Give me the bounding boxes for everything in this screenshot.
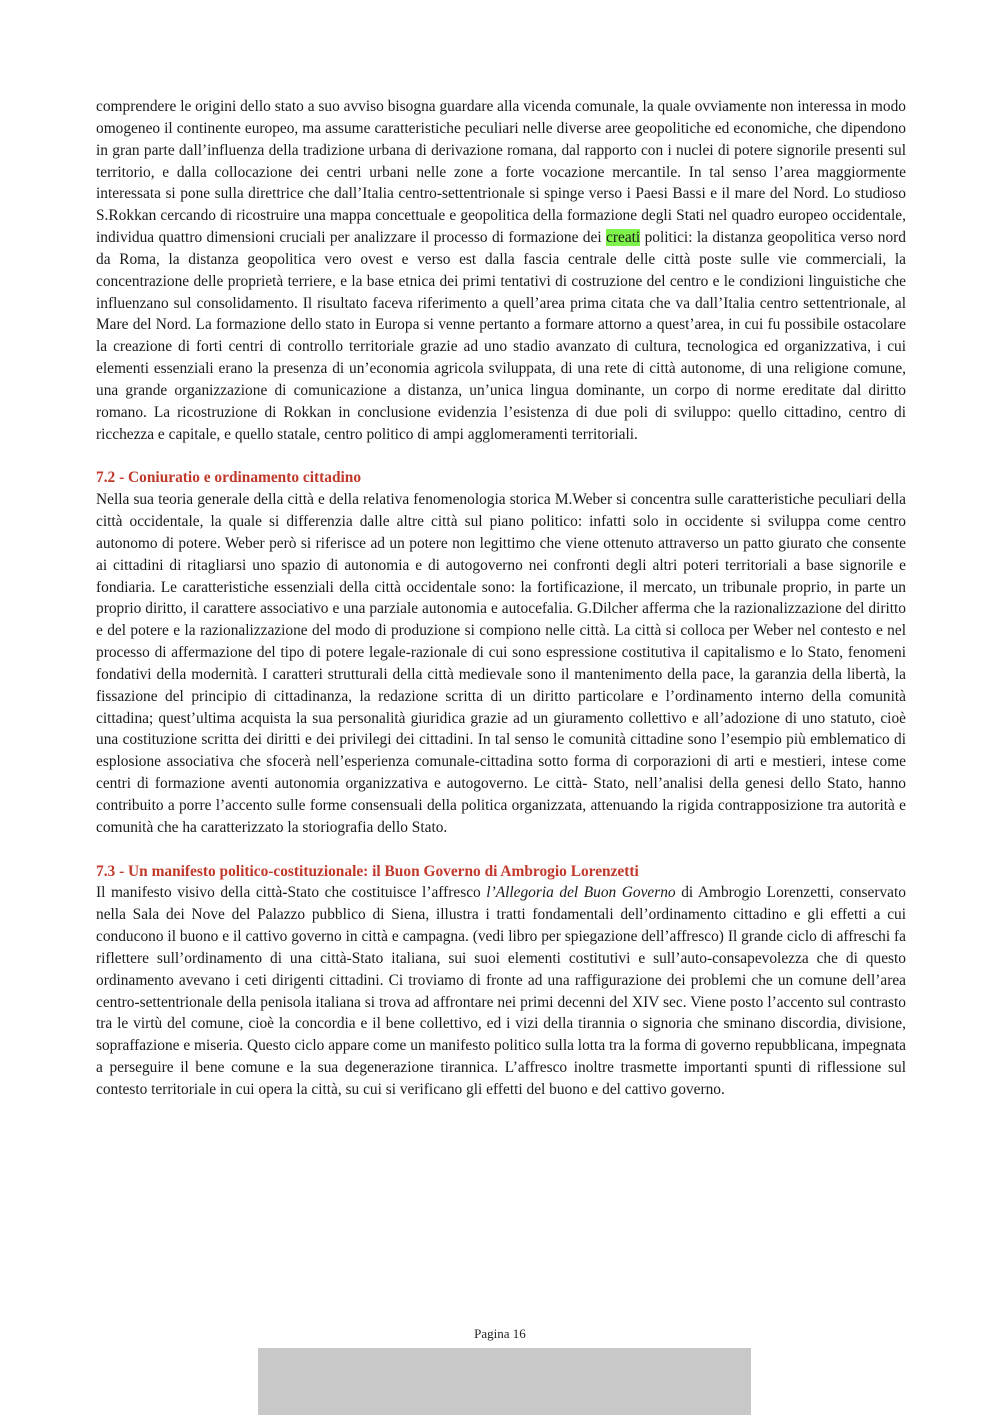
intro-text-before-highlight: comprendere le origini dello stato a suo avviso bisogna guardare alla vicenda comunale, la quale ovviamente non interessa in modo omogeneo il continente europeo, ma assume caratteristiche peculiari nelle diverse aree geopolitiche ed economiche, che dipendono in gran parte dall’influenza della tradizione urbana di derivazione romana, dal rapporto con i nuclei di potere signorile presenti sul territorio, e dalla collocazione dei centri urbani nelle zone a forte vocazione mercantile. In tal senso l’area maggiormente interessata si pone sulla direttrice che dall’Italia centro-settentrionale si spinge verso i Paesi Bassi e il mare del Nord. Lo studioso S.Rokkan cercando di ricostruire una mappa concettuale e geopolitica della formazione degli Stati nel quadro europeo occidentale, individua quattro dimensioni cruciali per analizzare il processo di formazione dei	[96, 98, 906, 247]
highlighted-word: creati	[606, 229, 641, 247]
intro-paragraph	[96, 96, 906, 446]
gray-footer-block	[258, 1348, 751, 1415]
paragraph-gap	[96, 839, 906, 861]
page-number: Pagina 16	[474, 1326, 526, 1341]
intro-text-after-highlight: politici: la distanza geopolitica verso nord da Roma, la distanza geopolitica vero ovest e verso est dalla fascia centrale delle città poste sulle vie commerciali, la concentrazione delle proprietà terriere, e la base etnica dei primi tentativi di costruzione del centro e le condizioni linguistiche che influenzano sul consolidamento. Il risultato faceva riferimento a quell’area prima citata che va dall’Italia centro settentrionale, al Mare del Nord. La formazione dello stato in Europa si venne pertanto a formare attorno a quest’area, in cui fu possibile ostacolare la creazione di forti centri di controllo territoriale grazie ad uno stadio avanzato di cultura, tecnologica ed organizzativa, i cui elementi essenziali erano la presenza di un’economia agricola sviluppata, di una rete di città autonome, di una religione comune, una grande organizzazione di comunicazione a distanza, un’unica lingua dominante, un corpo di norme ereditate dal diritto romano. La ricostruzione di Rokkan in conclusione evidenzia l’esistenza di due poli di sviluppo: quello cittadino, centro di ricchezza e capitale, e quello statale, centro politico di ampi agglomeramenti territoriali.	[96, 229, 906, 443]
document-page	[96, 96, 906, 1101]
section-7-3-text-after-italic: di Ambrogio Lorenzetti, conservato nella Sala dei Nove del Palazzo pubblico di Siena, illustra i tratti fondamentali dell’ordinamento cittadino e gli effetti a cui conducono il buono e il cattivo governo in città e campagna. (vedi libro per spiegazione dell’affresco) Il grande ciclo di affreschi fa riflettere sull’ordinamento di una città-Stato italiana, sui suoi elementi costitutivi e sull’auto-consapevolezza che di questo ordinamento avevano i ceti dirigenti cittadini. Ci troviamo di fronte ad una raffigurazione dei problemi che un comune dell’area centro-settentrionale della penisola italiana si trova ad affrontare nei primi decenni del XIV sec. Viene posto l’accento sul contrasto tra le virtù del comune, cioè la concordia e il bene collettivo, ed i vizi della tirannia o signoria che sminano discordia, divisione, sopraffazione e miseria. Questo ciclo appare come un manifesto politico sulla lotta tra la forma di governo repubblicana, impegnata a perseguire il bene comune e la sua degenerazione tirannica. L’affresco inoltre trasmette importanti spunti di riflessione sul contesto territoriale in cui opera la città, su cui si verificano gli effetti del buono e del cattivo governo.	[96, 884, 906, 1098]
paragraph-gap	[96, 446, 906, 468]
section-title-7-2: 7.2 - Coniuratio e ordinamento cittadino	[96, 469, 362, 487]
section-7-3-body	[96, 882, 906, 1100]
section-7-2-body: Nella sua teoria generale della città e della relativa fenomenologia storica M.Weber si concentra sulle caratteristiche peculiari della città occidentale, la quale si differenzia dalle altre città sul piano politico: infatti solo in occidente si sviluppa come centro autonomo di potere. Weber però si riferisce ad un potere non legittimo che viene ottenuto attraverso un patto giurato che consente ai cittadini di ritagliarsi uno spazio di autonomia e di autogoverno nei confronti degli altri poteri territoriali a base signorile e fondiaria. Le caratteristiche essenziali della città occidentale sono: la fortificazione, il mercato, un tribunale proprio, in parte un proprio diritto, il carattere associativo e una parziale autonomia e autocefalia. G.Dilcher afferma che la razionalizzazione del diritto e del potere e la razionalizzazione del modo di produzione si compiono nelle città. La città si colloca per Weber nel contesto e nel processo di affermazione del tipo di potere legale-razionale di cui sono espressione costitutiva il capitalismo e lo Stato, fenomeni fondativi della modernità. I caratteri strutturali della città medievale sono il mantenimento della pace, la garanzia della libertà, la fissazione del principio di cittadinanza, la redazione scritta di un diritto particolare e l’ordinamento interno della comunità cittadina; quest’ultima acquista la sua personalità giuridica grazie ad un giuramento collettivo e all’adozione di uno statuto, cioè una costituzione scritta dei diritti e dei privilegi dei cittadini. In tal senso le comunità cittadine sono l’esempio più emblematico di esplosione associativa che sfocerà nell’esperienza comunale-cittadina sotto forma di corporazioni di arti e mestieri, intese come centri di formazione aventi autonomia organizzativa e autogoverno. Le città- Stato, nell’analisi della genesi dello Stato, hanno contribuito a porre l’accento sulle forme consensuali della politica organizzata, attenuando la rigida contrapposizione tra autorità e comunità che ha caratterizzato la storiografia dello Stato.	[96, 491, 906, 836]
section-7-3-text-before-italic: Il manifesto visivo della città-Stato che costituisce l’affresco	[96, 884, 487, 902]
section-title-7-3: 7.3 - Un manifesto politico-costituzionale: il Buon Governo di Ambrogio Lorenzetti	[96, 862, 639, 880]
fresco-title-italic: l’Allegoria del Buon Governo	[486, 884, 676, 902]
